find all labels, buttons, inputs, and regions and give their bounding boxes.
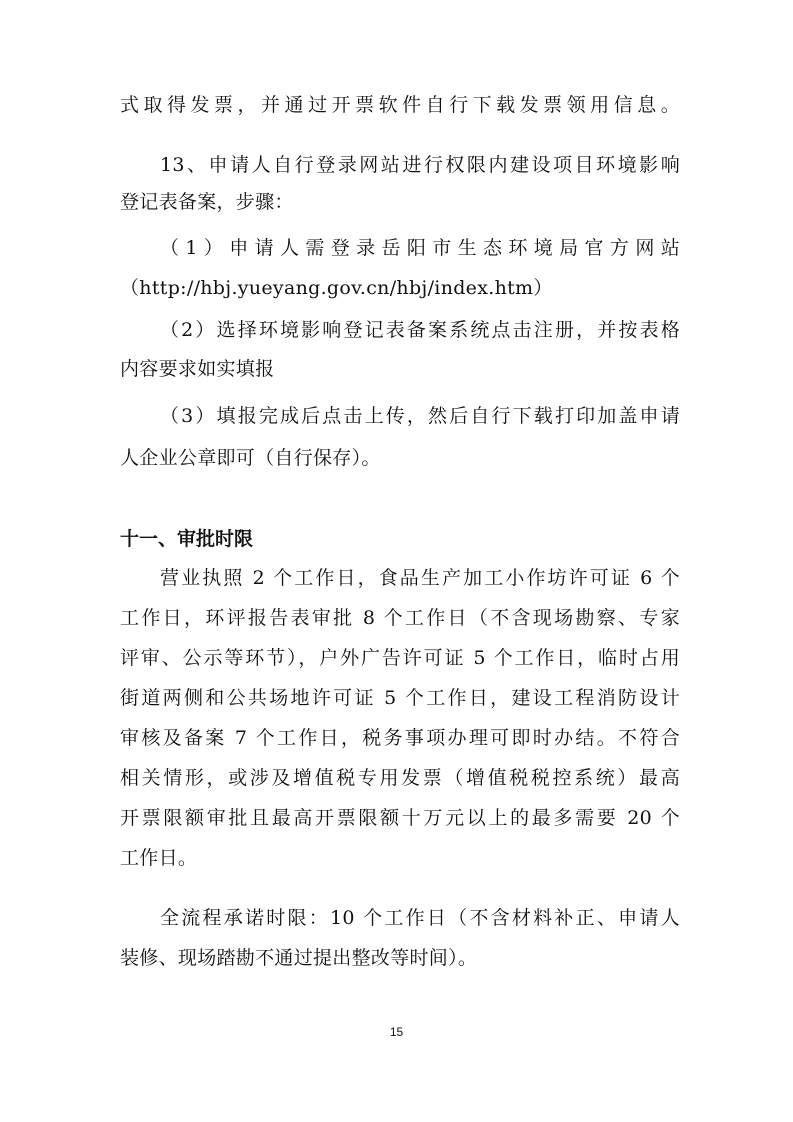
text-line: 相关情形，或涉及增值税专用发票（增值税税控系统）最高 [120, 767, 680, 789]
text-line: （2）选择环境影响登记表备案系统点击注册，并按表格 [160, 319, 680, 341]
text-line: 13、申请人自行登录网站进行权限内建设项目环境影响 [160, 154, 680, 176]
text-line: （3）填报完成后点击上传，然后自行下载打印加盖申请 [160, 405, 680, 427]
text-line: （1）申请人需登录岳阳市生态环境局官方网站 [160, 237, 680, 259]
text-line: 内容要求如实填报 [120, 358, 275, 380]
text-line: 工作日，环评报告表审批 8 个工作日（不含现场勘察、专家 [120, 607, 680, 629]
section-heading: 十一、审批时限 [120, 528, 254, 550]
text-line: 评审、公示等环节），户外广告许可证 5 个工作日，临时占用 [120, 647, 680, 669]
text-line: 装修、现场踏勘不通过提出整改等时间）。 [120, 947, 478, 969]
text-line: 人企业公章即可（自行保存）。 [120, 447, 381, 469]
text-line: 开票限额审批且最高开票限额十万元以上的最多需要 20 个 [120, 807, 680, 829]
text-line: 街道两侧和公共场地许可证 5 个工作日，建设工程消防设计 [120, 687, 680, 709]
text-line: 全流程承诺时限：10 个工作日（不含材料补正、申请人 [160, 907, 680, 929]
text-line: 营业执照 2 个工作日，食品生产加工小作坊许可证 6 个 [160, 567, 680, 589]
page-number: 15 [389, 1025, 404, 1039]
url-line: （http://hbj.yueyang.gov.cn/hbj/index.htm） [120, 277, 553, 299]
text-line: 登记表备案，步骤： [120, 191, 294, 213]
text-line: 审核及备案 7 个工作日，税务事项办理可即时办结。不符合 [120, 727, 680, 749]
text-line: 工作日。 [120, 847, 198, 869]
text-line: 式取得发票，并通过开票软件自行下载发票领用信息。 [120, 94, 680, 116]
